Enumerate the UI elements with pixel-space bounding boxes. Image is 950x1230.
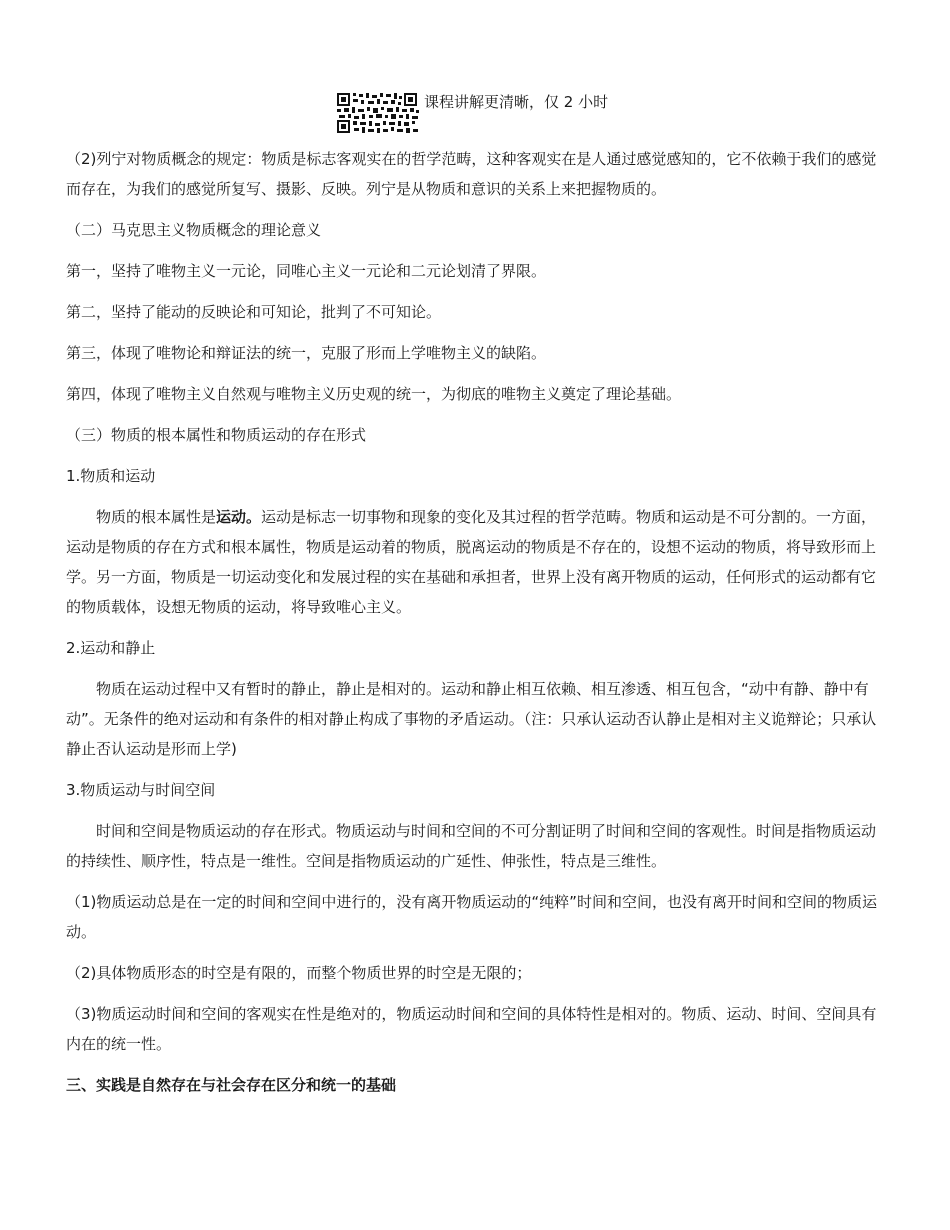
section-heading-theoretical-significance: （二）马克思主义物质概念的理论意义 <box>66 221 322 239</box>
page-header <box>336 92 608 136</box>
time-space-item-1: （1)物质运动总是在一定的时间和空间中进行的，没有离开物质运动的“纯粹”时间和空间，也没有离开时间和空间的物质运动。 <box>66 893 877 941</box>
matter-motion-body: 运动是标志一切事物和现象的变化及其过程的哲学范畴。物质和运动是不可分割的。一方面，运动是物质的存在方式和根本属性，物质是运动着的物质，脱离运动的物质是不存在的，设想不运动的物质，将导致形而上学。另一方面，物质是一切运动变化和发展过程的实在基础和承担者，世界上没有离开物质的运动，任何形式的运动都有它的物质载体，设想无物质的运动，将导致唯心主义。 <box>66 508 877 616</box>
subsection-title-time-space: 3.物质运动与时间空间 <box>66 781 216 799</box>
paragraph-lenin-definition: （2)列宁对物质概念的规定：物质是标志客观实在的哲学范畴，这种客观实在是人通过感觉感知的，它不依赖于我们的感觉而存在，为我们的感觉所复写、摄影、反映。列宁是从物质和意识的关系上来把握物质的。 <box>66 150 877 198</box>
subsection-title-matter-motion: 1.物质和运动 <box>66 467 156 485</box>
matter-motion-bold-term: 运动。 <box>216 508 262 526</box>
point-second: 第二，坚持了能动的反映论和可知论，批判了不可知论。 <box>66 303 442 321</box>
time-space-item-2: （2)具体物质形态的时空是有限的，而整个物质世界的时空是无限的； <box>66 964 532 982</box>
time-space-item-3: （3)物质运动时间和空间的客观实在性是绝对的，物质运动时间和空间的具体特性是相对的。物质、运动、时间、空间具有内在的统一性。 <box>66 1005 877 1053</box>
qr-code-icon[interactable] <box>336 92 420 135</box>
paragraph-motion-rest: 物质在运动过程中又有暂时的静止，静止是相对的。运动和静止相互依赖、相互渗透、相互包含，“动中有静、静中有动”。无条件的绝对运动和有条件的相对静止构成了事物的矛盾运动。（注：只承认运动否认静止是相对主义诡辩论；只承认静止否认运动是形而上学) <box>66 680 877 758</box>
section-heading-fundamental-attribute: （三）物质的根本属性和物质运动的存在形式 <box>66 426 367 444</box>
subsection-title-motion-rest: 2.运动和静止 <box>66 639 156 657</box>
point-first: 第一，坚持了唯物主义一元论，同唯心主义一元论和二元论划清了界限。 <box>66 262 547 280</box>
header-caption: 课程讲解更清晰，仅 2 小时 <box>424 93 609 111</box>
paragraph-time-space: 时间和空间是物质运动的存在形式。物质运动与时间和空间的不可分割证明了时间和空间的客观性。时间是指物质运动的持续性、顺序性，特点是一维性。空间是指物质运动的广延性、伸张性，特点是三维性。 <box>66 822 877 870</box>
document-body <box>66 144 884 1100</box>
matter-motion-lead: 物质的根本属性是 <box>96 508 217 526</box>
point-fourth: 第四，体现了唯物主义自然观与唯物主义历史观的统一，为彻底的唯物主义奠定了理论基础。 <box>66 385 682 403</box>
point-third: 第三，体现了唯物论和辩证法的统一，克服了形而上学唯物主义的缺陷。 <box>66 344 547 362</box>
section-heading-practice: 三、实践是自然存在与社会存在区分和统一的基础 <box>66 1076 397 1094</box>
paragraph-matter-motion <box>66 502 884 622</box>
